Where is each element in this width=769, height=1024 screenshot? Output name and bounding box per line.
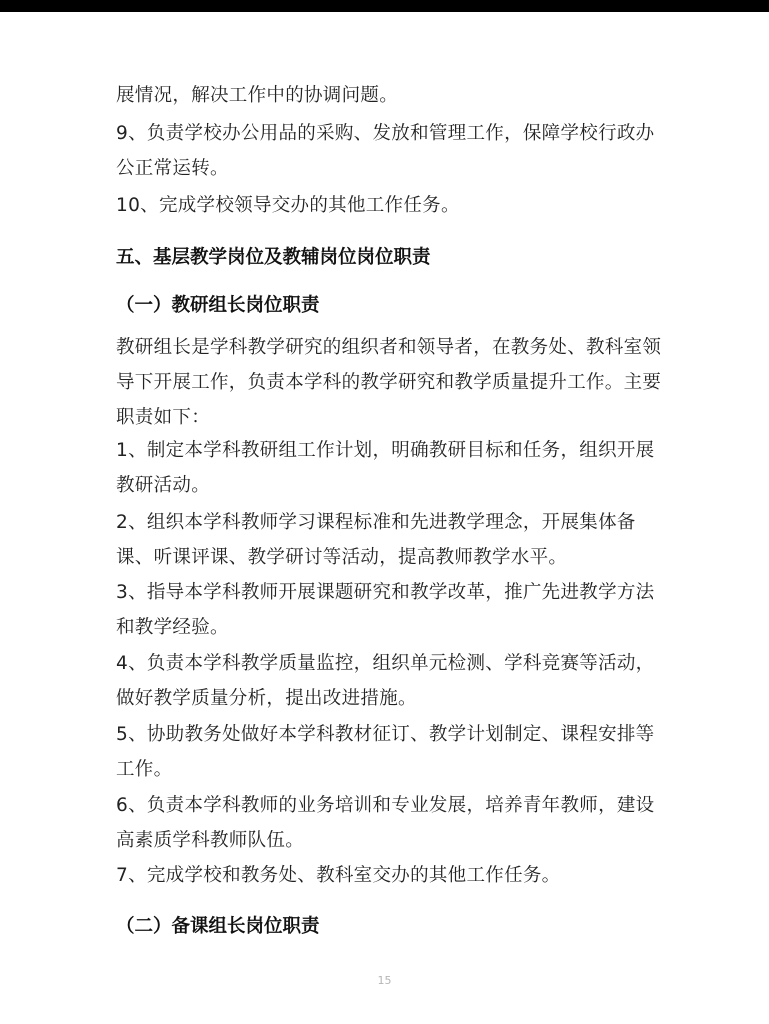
paragraph-item-9: 9、负责学校办公用品的采购、发放和管理工作，保障学校行政办公正常运转。 — [116, 123, 655, 179]
document-page — [0, 12, 769, 1024]
duty-item: 2、组织本学科教师学习课程标准和先进教学理念，开展集体备课、听课评课、教学研讨等活动，提高教师教学水平。 — [116, 512, 636, 568]
duty-item: 6、负责本学科教师的业务培训和专业发展，培养青年教师，建设高素质学科教师队伍。 — [116, 795, 655, 851]
duty-item: 5、协助教务处做好本学科教材征订、教学计划制定、课程安排等工作。 — [116, 724, 655, 780]
duty-item: 4、负责本学科教学质量监控，组织单元检测、学科竞赛等活动，做好教学质量分析，提出改进措施。 — [116, 653, 655, 709]
duty-item: 1、制定本学科教研组工作计划，明确教研目标和任务，组织开展教研活动。 — [116, 440, 655, 496]
intro-paragraph: 教研组长是学科教学研究的组织者和领导者，在教务处、教科室领导下开展工作，负责本学科的教学研究和教学质量提升工作。主要职责如下： — [116, 337, 662, 428]
subsection-heading-1: （一）教研组长岗位职责 — [116, 295, 320, 316]
page-number: 15 — [377, 974, 392, 987]
duty-item: 7、完成学校和教务处、教科室交办的其他工作任务。 — [116, 865, 561, 886]
paragraph-item-10: 10、完成学校领导交办的其他工作任务。 — [116, 195, 460, 216]
subsection-heading-2: （二）备课组长岗位职责 — [116, 916, 320, 937]
top-black-bar — [0, 0, 769, 12]
duty-item: 3、指导本学科教师开展课题研究和教学改革，推广先进教学方法和教学经验。 — [116, 582, 655, 638]
paragraph-continuation: 展情况，解决工作中的协调问题。 — [116, 85, 399, 106]
section-heading: 五、基层教学岗位及教辅岗位岗位职责 — [116, 247, 431, 268]
